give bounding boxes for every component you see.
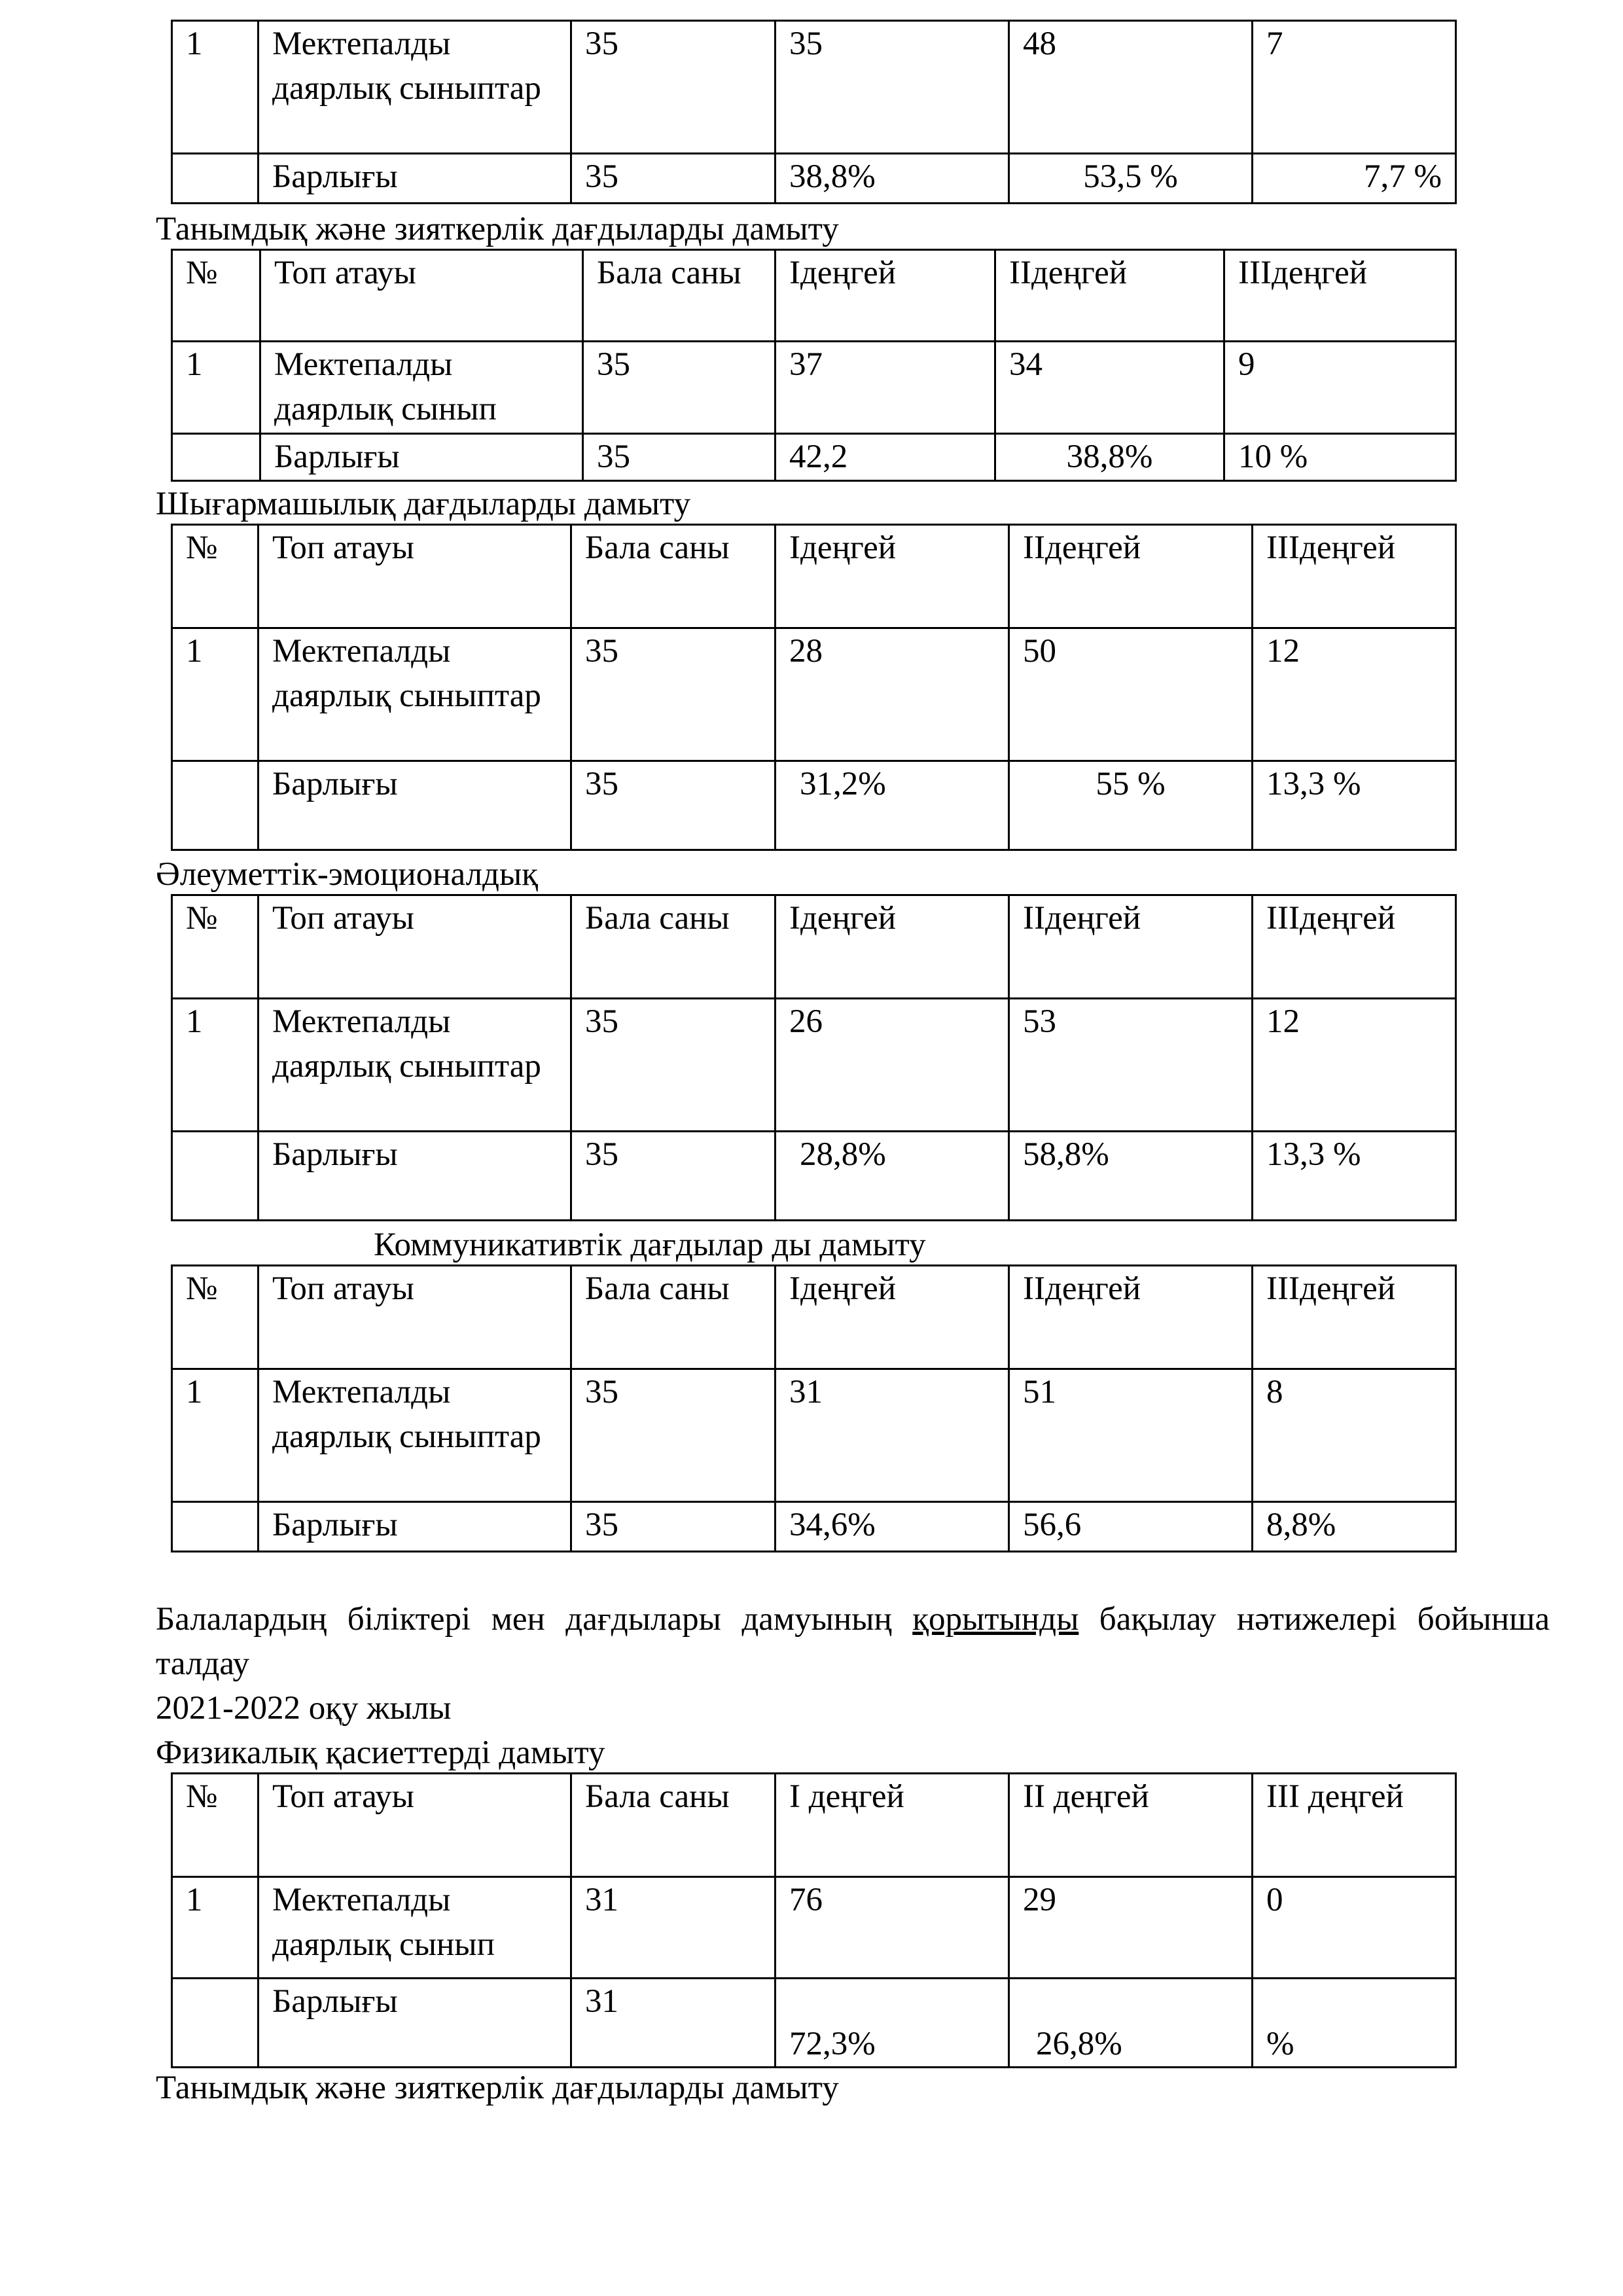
table-cell: 53	[1009, 999, 1253, 1132]
table-cell: 53,5 %	[1009, 154, 1253, 204]
column-header: ІІІдеңгей	[1253, 525, 1456, 628]
table-row	[172, 434, 1456, 481]
table-cell: 50	[1009, 628, 1253, 761]
column-header: №	[172, 895, 259, 999]
table-row	[172, 1132, 1456, 1221]
table-cell: 12	[1253, 628, 1456, 761]
table-cell: 35	[583, 342, 776, 434]
table-cell: 8,8%	[1253, 1502, 1456, 1552]
table-cell	[172, 1979, 259, 2068]
table-cell: 35	[571, 154, 776, 204]
column-header: ІІдеңгей	[1009, 525, 1253, 628]
table-cell: 1	[172, 999, 259, 1132]
table-cell: %	[1253, 1979, 1456, 2068]
column-header: ІІІдеңгей	[1253, 895, 1456, 999]
physical-qualities-table	[171, 1772, 1457, 2068]
table-cell: 28	[776, 628, 1009, 761]
column-header: Бала саны	[571, 895, 776, 999]
table-cell: 1	[172, 628, 259, 761]
table-cell: 58,8%	[1009, 1132, 1253, 1221]
table-cell: 72,3%	[776, 1979, 1009, 2068]
table-cell: Мектепалды даярлық сынып	[259, 1877, 571, 1979]
table-cell: 35	[571, 761, 776, 850]
table-cell: 76	[776, 1877, 1009, 1979]
column-header: Ідеңгей	[776, 250, 995, 342]
table-cell: 9	[1224, 342, 1456, 434]
table-cell: 51	[1009, 1369, 1253, 1502]
table-cell: 7	[1253, 21, 1456, 154]
section-heading: Физикалық қасиеттерді дамыту	[156, 1734, 605, 1771]
table-cell: 1	[172, 1877, 259, 1979]
table-header-row	[172, 1774, 1456, 1877]
table-row	[172, 1502, 1456, 1552]
table-cell: Мектепалды даярлық сыныптар	[259, 628, 571, 761]
table-cell: Барлығы	[260, 434, 583, 481]
table-cell: 13,3 %	[1253, 1132, 1456, 1221]
table-cell: 35	[571, 1502, 776, 1552]
table-cell: Барлығы	[259, 1979, 571, 2068]
column-header: Бала саны	[583, 250, 776, 342]
table-cell: 35	[583, 434, 776, 481]
table-cell: 42,2	[776, 434, 995, 481]
table-row	[172, 628, 1456, 761]
column-header: Ідеңгей	[776, 895, 1009, 999]
column-header: №	[172, 525, 259, 628]
table-cell: 31	[776, 1369, 1009, 1502]
table-row	[172, 1979, 1456, 2068]
table-cell: 34	[995, 342, 1224, 434]
table-cell: 13,3 %	[1253, 761, 1456, 850]
column-header: Ідеңгей	[776, 525, 1009, 628]
table-cell: 31	[571, 1979, 776, 2068]
table-cell: 26,8%	[1009, 1979, 1253, 2068]
table-cell: 31	[571, 1877, 776, 1979]
table-cell: 1	[172, 1369, 259, 1502]
table-cell: Мектепалды даярлық сынып	[260, 342, 583, 434]
section-heading: Шығармашылық дағдыларды дамыту	[156, 486, 691, 522]
social-emotional-table	[171, 894, 1457, 1221]
column-header: ІІІ деңгей	[1253, 1774, 1456, 1877]
column-header: Топ атауы	[259, 1266, 571, 1369]
table-cell: 7,7 %	[1253, 154, 1456, 204]
table-row	[172, 154, 1456, 204]
table-cell: Барлығы	[259, 1132, 571, 1221]
table-header-row	[172, 525, 1456, 628]
table-cell	[172, 761, 259, 850]
section-heading: Танымдық және зияткерлік дағдыларды дамыту	[156, 211, 839, 247]
column-header: ІІІдеңгей	[1224, 250, 1456, 342]
table-header-row	[172, 1266, 1456, 1369]
column-header: Ідеңгей	[776, 1266, 1009, 1369]
cognitive-skills-table	[171, 249, 1457, 482]
table-cell: 35	[571, 628, 776, 761]
column-header: Бала саны	[571, 525, 776, 628]
paragraph-text: бақылау нәтижелері бойынша талдау	[156, 1601, 1550, 1682]
table-cell: 12	[1253, 999, 1456, 1132]
column-header: Бала саны	[571, 1774, 776, 1877]
column-header: ІІдеңгей	[1009, 895, 1253, 999]
table-cell: 35	[776, 21, 1009, 154]
table-row	[172, 999, 1456, 1132]
paragraph-text: Балалардың біліктері мен дағдылары дамуының	[156, 1601, 913, 1638]
table-cell: Мектепалды даярлық сыныптар	[259, 999, 571, 1132]
table-cell: 26	[776, 999, 1009, 1132]
table-cell: 35	[571, 999, 776, 1132]
table-row	[172, 21, 1456, 154]
table-row	[172, 1369, 1456, 1502]
table-cell: 35	[571, 1369, 776, 1502]
table-cell: 48	[1009, 21, 1253, 154]
table-cell: 56,6	[1009, 1502, 1253, 1552]
table-cell: 1	[172, 342, 260, 434]
column-header: ІІдеңгей	[1009, 1266, 1253, 1369]
table-cell: 35	[571, 1132, 776, 1221]
table-row	[172, 342, 1456, 434]
table-cell: 55 %	[1009, 761, 1253, 850]
table-cell	[172, 434, 260, 481]
table-cell	[172, 1132, 259, 1221]
analysis-paragraph	[156, 1597, 1550, 1686]
table-cell: 35	[571, 21, 776, 154]
communication-skills-table	[171, 1265, 1457, 1552]
section-heading: Коммуникативтік дағдылар ды дамыту	[374, 1227, 926, 1263]
table-cell: Барлығы	[259, 1502, 571, 1552]
table-cell	[172, 154, 259, 204]
table-cell: 37	[776, 342, 995, 434]
column-header: №	[172, 1774, 259, 1877]
section-heading: Әлеуметтік-эмоционалдық	[156, 856, 539, 893]
column-header: ІІдеңгей	[995, 250, 1224, 342]
table-cell: Мектепалды даярлық сыныптар	[259, 21, 571, 154]
creative-skills-table	[171, 524, 1457, 851]
table-cell: 38,8%	[776, 154, 1009, 204]
table-cell: 28,8%	[776, 1132, 1009, 1221]
column-header: ІІ деңгей	[1009, 1774, 1253, 1877]
table-row	[172, 1877, 1456, 1979]
column-header: Топ атауы	[260, 250, 583, 342]
table-cell: Мектепалды даярлық сыныптар	[259, 1369, 571, 1502]
table-cell: 8	[1253, 1369, 1456, 1502]
table-cell: 29	[1009, 1877, 1253, 1979]
table-header-row	[172, 250, 1456, 342]
table-header-row	[172, 895, 1456, 999]
table-cell: 1	[172, 21, 259, 154]
table-cell: 38,8%	[995, 434, 1224, 481]
column-header: І деңгей	[776, 1774, 1009, 1877]
academic-year: 2021-2022 оқу жылы	[156, 1690, 452, 1727]
section-heading: Танымдық және зияткерлік дағдыларды дамыту	[156, 2070, 839, 2106]
table-cell: 10 %	[1224, 434, 1456, 481]
column-header: №	[172, 1266, 259, 1369]
underlined-word: қорытынды	[912, 1601, 1079, 1638]
column-header: Топ атауы	[259, 895, 571, 999]
table-cell	[172, 1502, 259, 1552]
table-cell: Барлығы	[259, 761, 571, 850]
column-header: Топ атауы	[259, 1774, 571, 1877]
column-header: Бала саны	[571, 1266, 776, 1369]
table-cell: 0	[1253, 1877, 1456, 1979]
table-row	[172, 761, 1456, 850]
results-table-continued	[171, 20, 1457, 204]
table-cell: Барлығы	[259, 154, 571, 204]
column-header: ІІІдеңгей	[1253, 1266, 1456, 1369]
column-header: №	[172, 250, 260, 342]
table-cell: 31,2%	[776, 761, 1009, 850]
column-header: Топ атауы	[259, 525, 571, 628]
table-cell: 34,6%	[776, 1502, 1009, 1552]
